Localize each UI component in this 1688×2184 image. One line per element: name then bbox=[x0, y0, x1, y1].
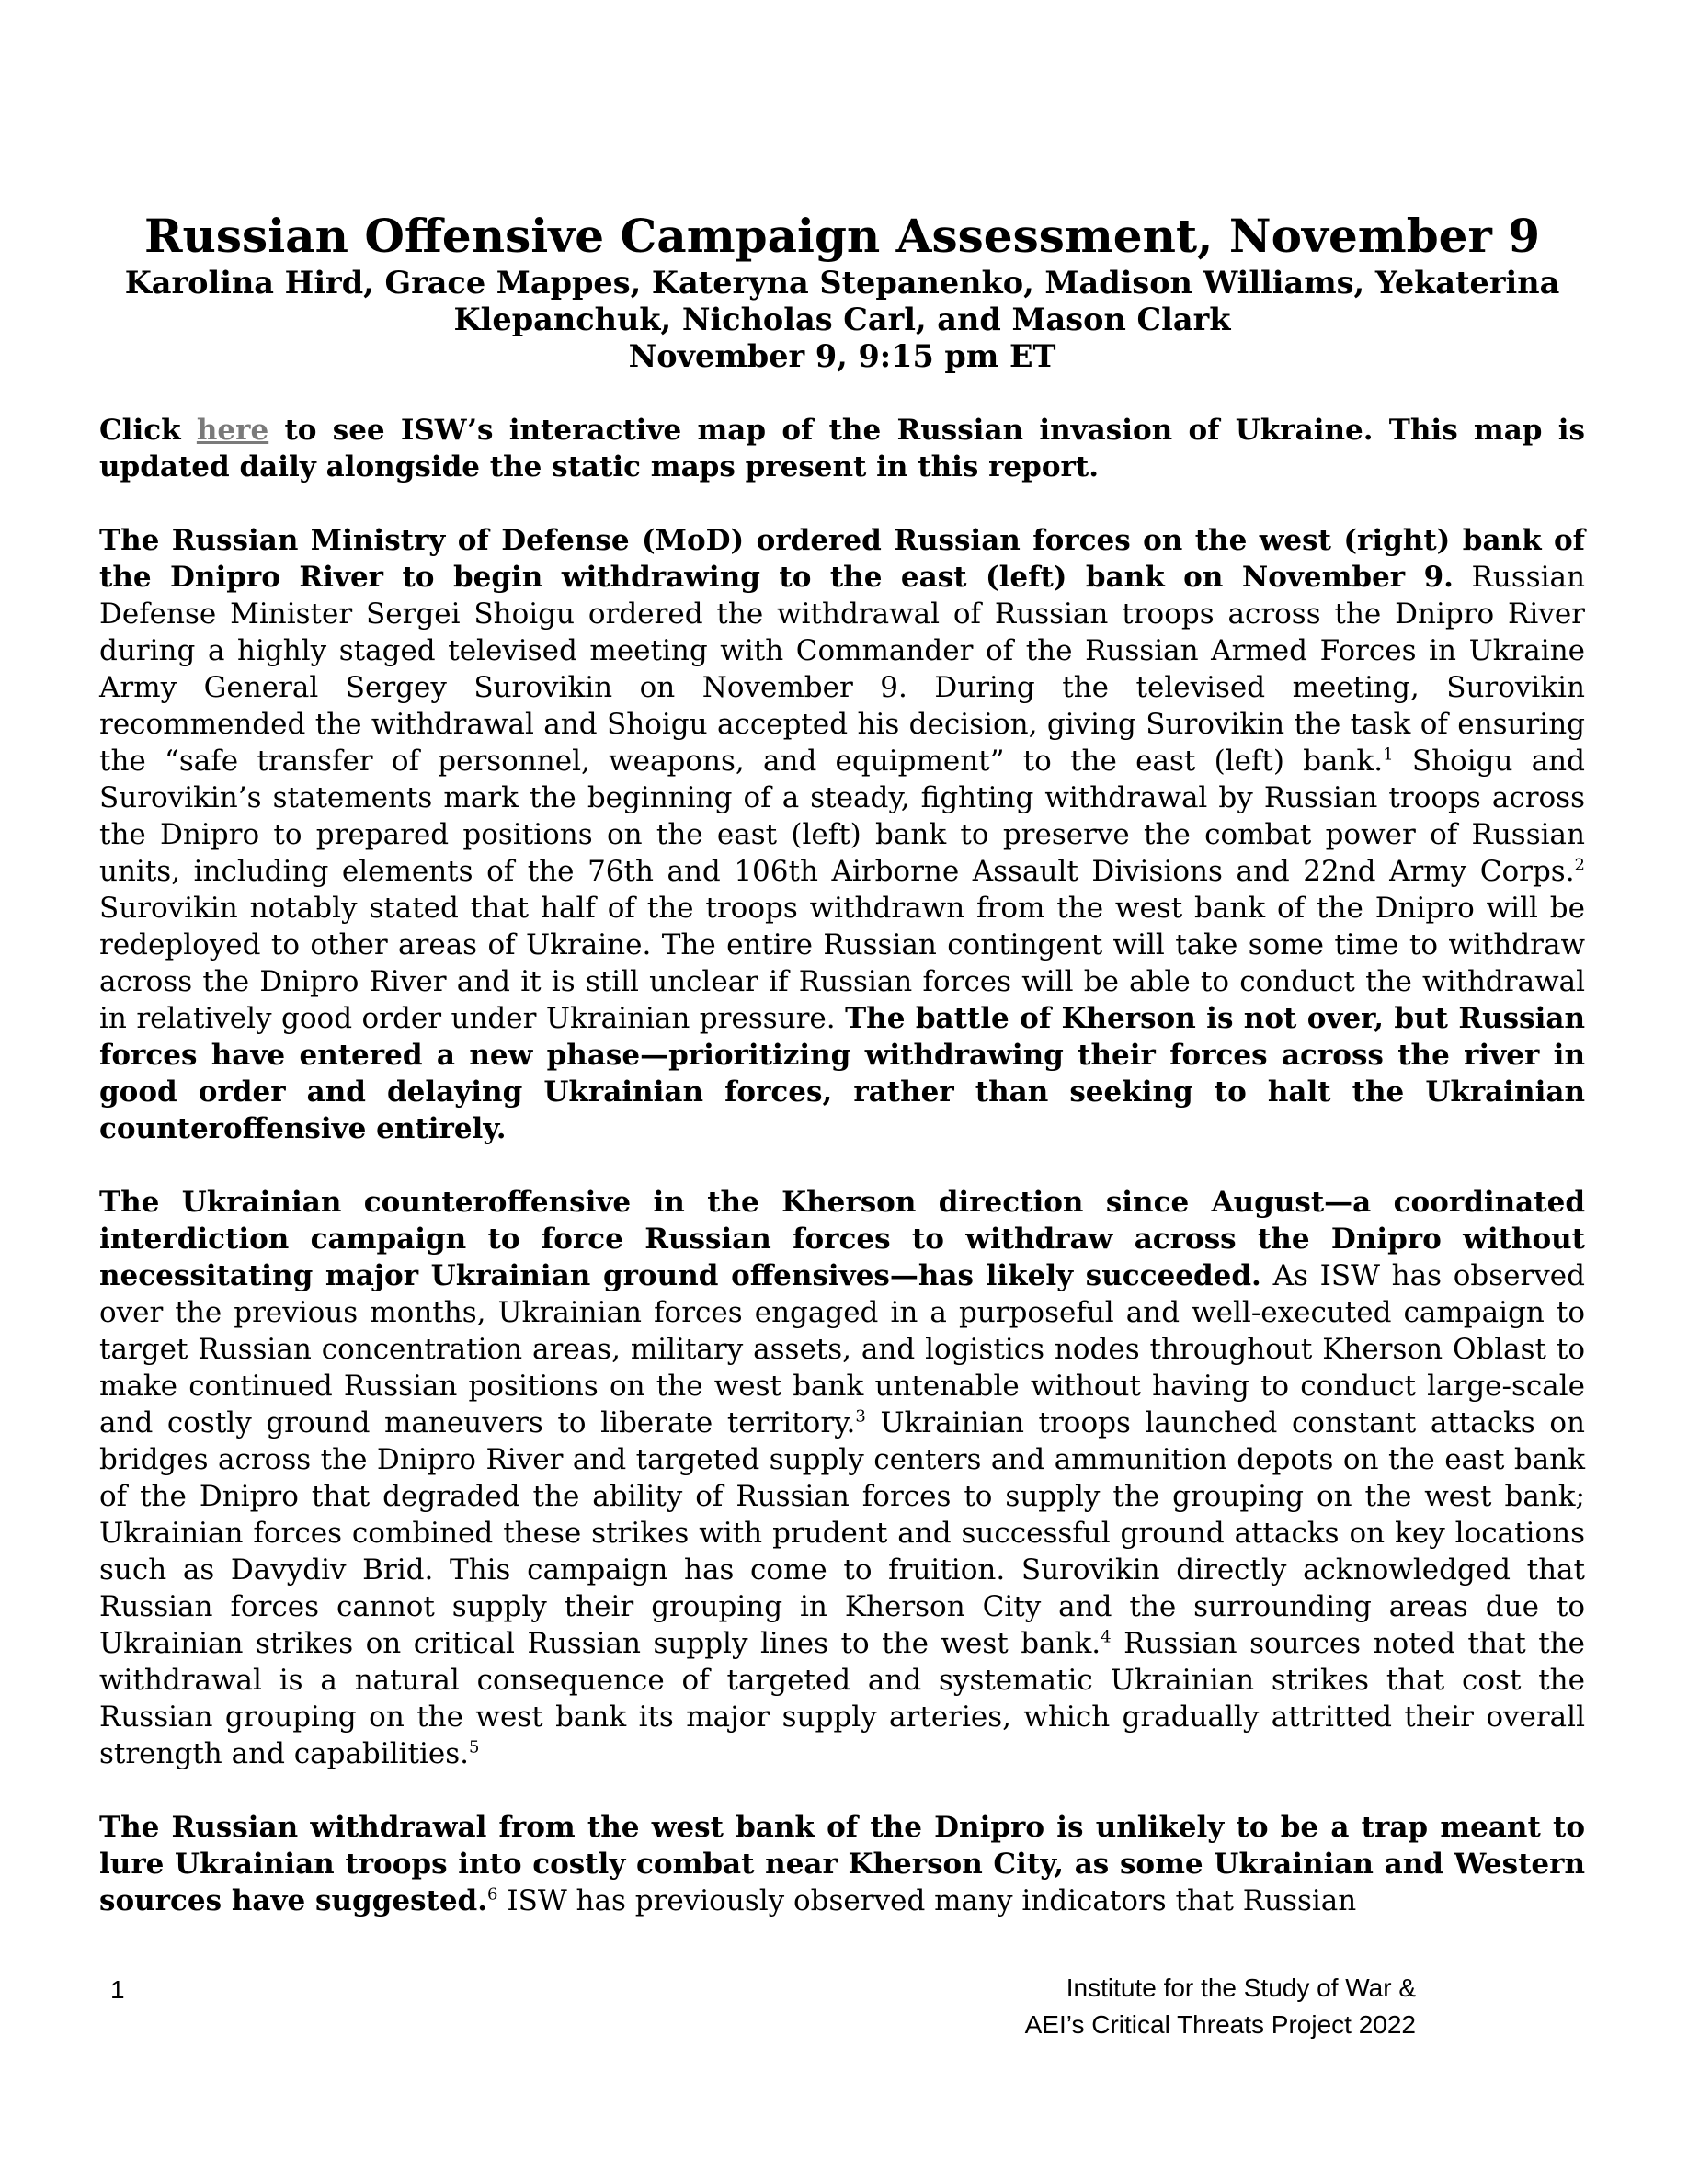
p1-text-b: Shoigu and Surovikin’s statements mark the beginning of a steady, fighting withdrawal by Russian troops across the Dnipro to prepared positions on the east (left) bank to preserve the combat power of Russian units, including elements of the 76th and 106th Airborne Assault Divisions and 22nd Army Corps. bbox=[99, 745, 1585, 888]
footer-organization bbox=[956, 1970, 1416, 2043]
intro-prefix: Click bbox=[99, 414, 197, 447]
report-title: Russian Offensive Campaign Assessment, November 9 bbox=[143, 209, 1541, 263]
report-header bbox=[99, 208, 1585, 375]
footer-org-line-2: AEI’s Critical Threats Project 2022 bbox=[1024, 2010, 1416, 2039]
p2-text-c: Russian sources noted that the withdrawal is a natural consequence of targeted and systematic Ukrainian strikes that cost the Russian grouping on the west bank its major supply arteries, which gradually attritted their overall strength and capabilities. bbox=[99, 1627, 1586, 1770]
paragraph-withdrawal-order bbox=[99, 522, 1585, 1147]
p1-bold-lead: The Russian Ministry of Defense (MoD) ordered Russian forces on the west (right) bank of the Dnipro River to begin withdrawing to the east (left) bank on November 9. bbox=[99, 524, 1585, 594]
report-body bbox=[99, 412, 1585, 1956]
p2-bold-lead: The Ukrainian counteroffensive in the Kherson direction since August—a coordinated interdiction campaign to force Russian forces to withdraw across the Dnipro without necessitating major Ukrainian ground offensives—has likely succeeded. bbox=[99, 1186, 1585, 1292]
footnote-1[interactable]: 1 bbox=[1383, 745, 1394, 765]
footnote-6[interactable]: 6 bbox=[487, 1884, 498, 1905]
p1-text-a: Russian Defense Minister Sergei Shoigu ordered the withdrawal of Russian troops across the Dnipro River during a highly staged televised meeting with Commander of the Russian Armed Forces in Ukraine Army General Sergey Surovikin on November 9. During the televised meeting, Surovikin recommended the withdrawal and Shoigu accepted his decision, giving Surovikin the task of ensuring the “safe transfer of personnel, weapons, and equipment” to the east (left) bank. bbox=[99, 561, 1586, 778]
footnote-2[interactable]: 2 bbox=[1574, 855, 1585, 875]
paragraph-trap-assessment bbox=[99, 1809, 1585, 1919]
paragraph-counteroffensive bbox=[99, 1184, 1585, 1772]
intro-suffix: to see ISW’s interactive map of the Russian invasion of Ukraine. This map is updated daily alongside the static maps present in this report. bbox=[99, 414, 1585, 483]
report-authors: Karolina Hird, Grace Mappes, Kateryna Stepanenko, Madison Williams, Yekaterina Klepanchuk, Nicholas Carl, and Mason Clark bbox=[124, 265, 1560, 337]
footnote-5[interactable]: 5 bbox=[469, 1737, 480, 1757]
footnote-3[interactable]: 3 bbox=[855, 1406, 866, 1427]
p2-text-a: As ISW has observed over the previous months, Ukrainian forces engaged in a purposeful and well-executed campaign to target Russian concentration areas, military assets, and logistics nodes throughout Kherson Oblast to make continued Russian positions on the west bank untenable without having to conduct large-scale and costly ground maneuvers to liberate territory. bbox=[99, 1259, 1585, 1439]
interactive-map-link[interactable]: here bbox=[196, 414, 269, 447]
footer-org-line-1: Institute for the Study of War & bbox=[1066, 1974, 1416, 2002]
footnote-4[interactable]: 4 bbox=[1101, 1627, 1112, 1647]
p3-bold-lead: The Russian withdrawal from the west bank of the Dnipro is unlikely to be a trap meant to lure Ukrainian troops into costly combat near Kherson City, as some Ukrainian and Western sources have suggested. bbox=[99, 1811, 1585, 1917]
report-date: November 9, 9:15 pm ET bbox=[628, 338, 1056, 374]
p3-text-a: ISW has previously observed many indicators that Russian bbox=[497, 1884, 1357, 1917]
p2-text-b: Ukrainian troops launched constant attacks on bridges across the Dnipro River and targeted supply centers and ammunition depots on the east bank of the Dnipro that degraded the ability of Russian forces to supply the grouping on the west bank; Ukrainian forces combined these strikes with prudent and successful ground attacks on key locations such as Davydiv Brid. This campaign has come to fruition. Surovikin directly acknowledged that Russian forces cannot supply their grouping in Kherson City and the surrounding areas due to Ukrainian strikes on critical Russian supply lines to the west bank. bbox=[99, 1406, 1585, 1660]
page-number: 1 bbox=[110, 1975, 125, 2004]
p1-bold-end: The battle of Kherson is not over, but Russian forces have entered a new phase—prioritizing withdrawing their forces across the river in good order and delaying Ukrainian forces, rather than seeking to halt the Ukrainian counteroffensive entirely. bbox=[99, 1002, 1585, 1145]
p1-text-c: Surovikin notably stated that half of the troops withdrawn from the west bank of the Dnipro will be redeployed to other areas of Ukraine. The entire Russian contingent will take some time to withdraw across the Dnipro River and it is still unclear if Russian forces will be able to conduct the withdrawal in relatively good order under Ukrainian pressure. bbox=[99, 892, 1585, 1035]
intro-paragraph bbox=[99, 412, 1585, 485]
